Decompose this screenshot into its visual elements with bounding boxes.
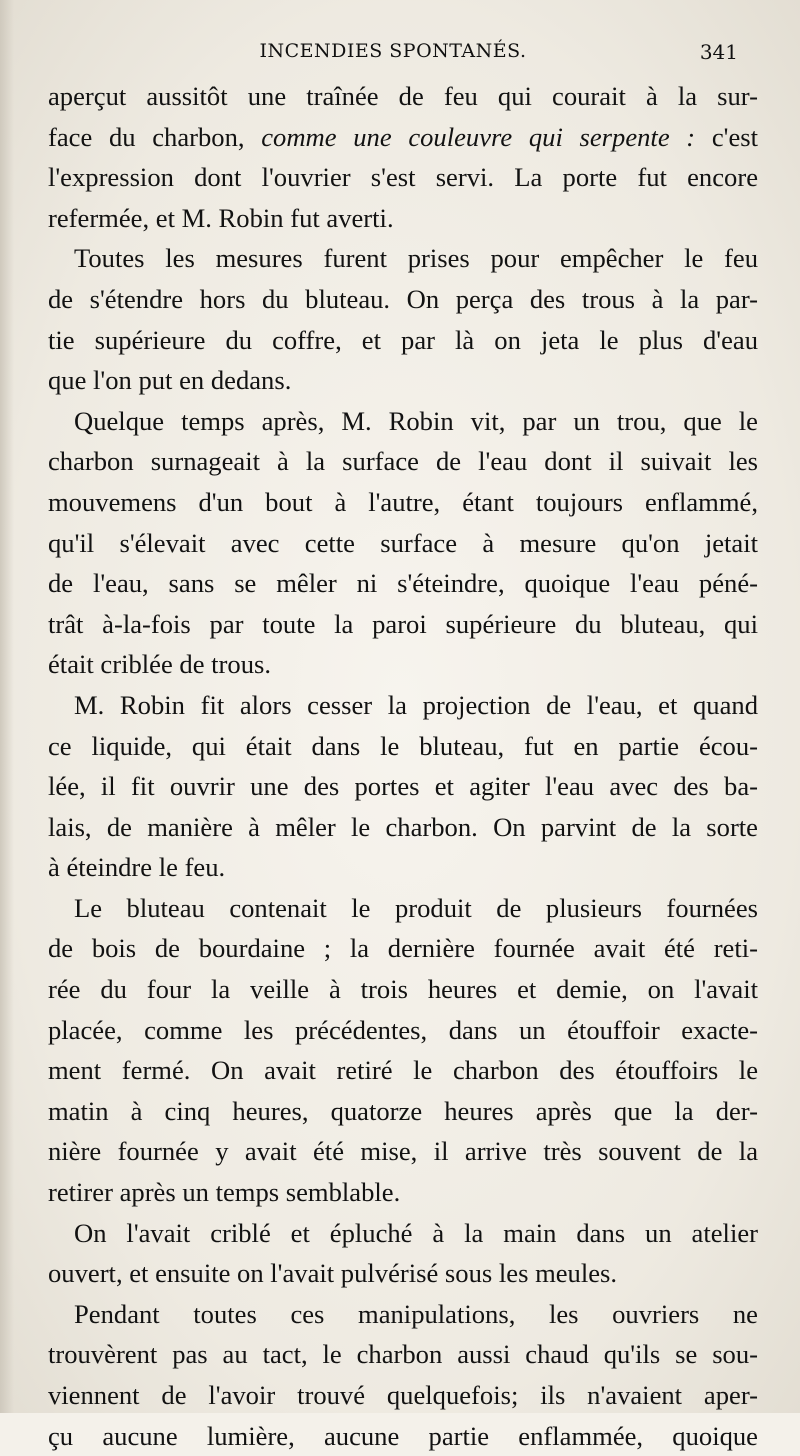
text-line: On l'avait criblé et épluché à la main dans un atelier (74, 1217, 758, 1248)
text-line: matin à cinq heures, quatorze heures après que la der- (48, 1095, 758, 1126)
italic-quote: comme une couleuvre qui serpente : (261, 121, 696, 152)
text-line: tie supérieure du coffre, et par là on jeta le plus d'eau (48, 324, 758, 355)
text-line: refermée, et M. Robin fut averti. (48, 202, 394, 233)
page-header (48, 36, 738, 76)
text-line: çu aucune lumière, aucune partie enflammée, quoique (48, 1420, 758, 1451)
text-line: placée, comme les précédentes, dans un étouffoir exacte- (48, 1014, 758, 1045)
text-line: ouvert, et ensuite on l'avait pulvérisé sous les meules. (48, 1258, 618, 1289)
text-line: retirer après un temps semblable. (48, 1177, 401, 1208)
text-line: ce liquide, qui était dans le bluteau, fut en partie écou- (48, 730, 758, 761)
text-line: trouvèrent pas au tact, le charbon aussi chaud qu'ils se sou- (48, 1339, 758, 1370)
text-line: qu'il s'élevait avec cette surface à mesure qu'on jetait (48, 527, 758, 558)
text-line: mouvemens d'un bout à l'autre, étant toujours enflammé, (48, 486, 758, 517)
text-segment: c'est (695, 121, 758, 152)
text-line: charbon surnageait à la surface de l'eau dont il suivait les (48, 446, 758, 477)
text-line: l'expression dont l'ouvrier s'est servi. La porte fut encore (48, 162, 758, 193)
text-line: à éteindre le feu. (48, 852, 226, 883)
text-line: viennent de l'avoir trouvé quelquefois; ils n'avaient aper- (48, 1380, 758, 1410)
text-line: rée du four la veille à trois heures et demie, on l'avait (48, 974, 758, 1005)
text-line: Quelque temps après, M. Robin vit, par un trou, que le (74, 405, 758, 436)
text-line: que l'on put en dedans. (48, 365, 292, 396)
text-line: M. Robin fit alors cesser la projection de l'eau, et quand (74, 689, 758, 720)
text-line: Pendant toutes ces manipulations, les ouvriers ne (74, 1298, 758, 1329)
text-line: nière fournée y avait été mise, il arrive très souvent de la (48, 1136, 758, 1167)
text-line: était criblée de trous. (48, 649, 271, 680)
page-number: 341 (699, 40, 738, 64)
text-line: Toutes les mesures furent prises pour empêcher le feu (74, 243, 758, 274)
text-line: de bois de bourdaine ; la dernière fournée avait été reti- (48, 933, 758, 964)
text-line: trât à-la-fois par toute la paroi supérieure du bluteau, qui (48, 608, 758, 639)
page-gutter-shadow (0, 0, 14, 1413)
running-title: INCENDIES SPONTANÉS. (259, 40, 527, 62)
body-text (48, 76, 758, 1456)
text-line: de l'eau, sans se mêler ni s'éteindre, quoique l'eau péné- (48, 568, 758, 599)
text-line: Le bluteau contenait le produit de plusieurs fournées (74, 892, 758, 923)
text-line: lais, de manière à mêler le charbon. On parvint de la sorte (48, 811, 758, 842)
text-line (48, 117, 758, 158)
text-line: de s'étendre hors du bluteau. On perça des trous à la par- (48, 283, 758, 314)
text-segment: face du charbon, (48, 121, 262, 152)
text-line: aperçut aussitôt une traînée de feu qui courait à la sur- (48, 81, 758, 111)
text-line: lée, il fit ouvrir une des portes et agiter l'eau avec des ba- (48, 771, 758, 802)
text-line: ment fermé. On avait retiré le charbon des étouffoirs le (48, 1055, 758, 1086)
